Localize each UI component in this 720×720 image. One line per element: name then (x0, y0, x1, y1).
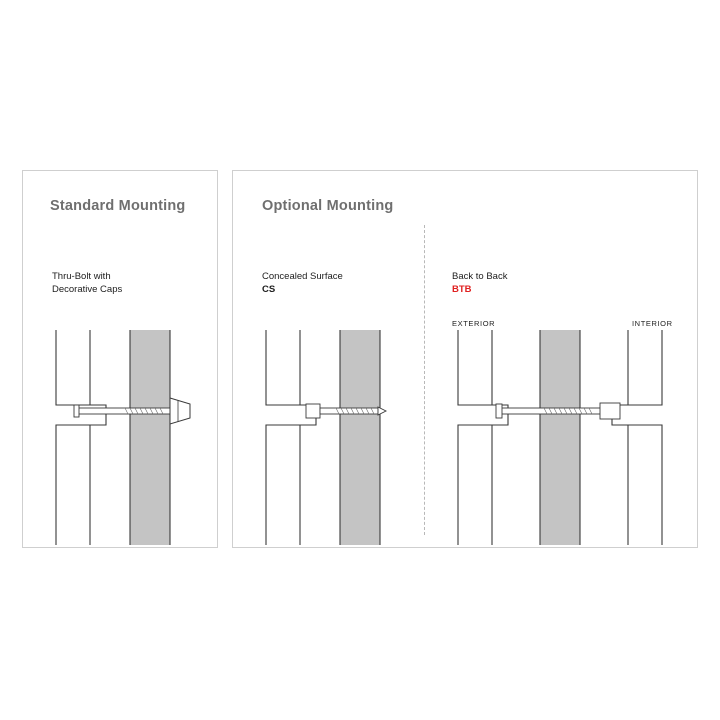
interior-connector-block (600, 403, 620, 419)
pull-handle-upper-outline (56, 330, 90, 405)
caption-btb-code: BTB (452, 284, 472, 295)
bolt-head (74, 405, 79, 417)
glass-panel-fill (130, 330, 170, 545)
figure-back-to-back-cross-section (440, 330, 680, 545)
label-interior: INTERIOR (632, 319, 673, 328)
caption-thru-bolt-line1: Thru-Bolt with (52, 271, 111, 282)
pull-handle-lower-outline (266, 425, 300, 545)
caption-thru-bolt (52, 270, 122, 296)
glass-panel-fill (340, 330, 380, 545)
caption-btb-line1: Back to Back (452, 271, 508, 282)
pull-handle-upper-outline (266, 330, 300, 405)
glass-panel-fill (540, 330, 580, 545)
caption-cs-code: CS (262, 284, 276, 295)
panel-divider (424, 225, 425, 535)
panel-title-optional: Optional Mounting (262, 198, 394, 214)
exterior-connector-block (496, 404, 502, 418)
figure-thru-bolt-cross-section (30, 330, 210, 545)
label-exterior: EXTERIOR (452, 319, 496, 328)
caption-cs-line1: Concealed Surface (262, 271, 343, 282)
interior-handle-upper-outline (628, 330, 662, 405)
caption-concealed-surface (262, 270, 343, 296)
pull-handle-lower-outline (56, 425, 90, 545)
concealed-anchor-block (306, 404, 320, 418)
exterior-handle-upper-outline (458, 330, 492, 405)
caption-thru-bolt-line2: Decorative Caps (52, 284, 123, 295)
panel-title-standard: Standard Mounting (50, 198, 186, 214)
figure-concealed-surface-cross-section (240, 330, 420, 545)
concealed-screw-shaft (320, 408, 378, 414)
exterior-handle-lower-outline (458, 425, 492, 545)
thru-bolt-shaft (78, 408, 178, 414)
interior-handle-lower-outline (628, 425, 662, 545)
decorative-cap (170, 398, 190, 424)
caption-back-to-back (452, 270, 507, 296)
concealed-screw-tip (378, 407, 386, 415)
